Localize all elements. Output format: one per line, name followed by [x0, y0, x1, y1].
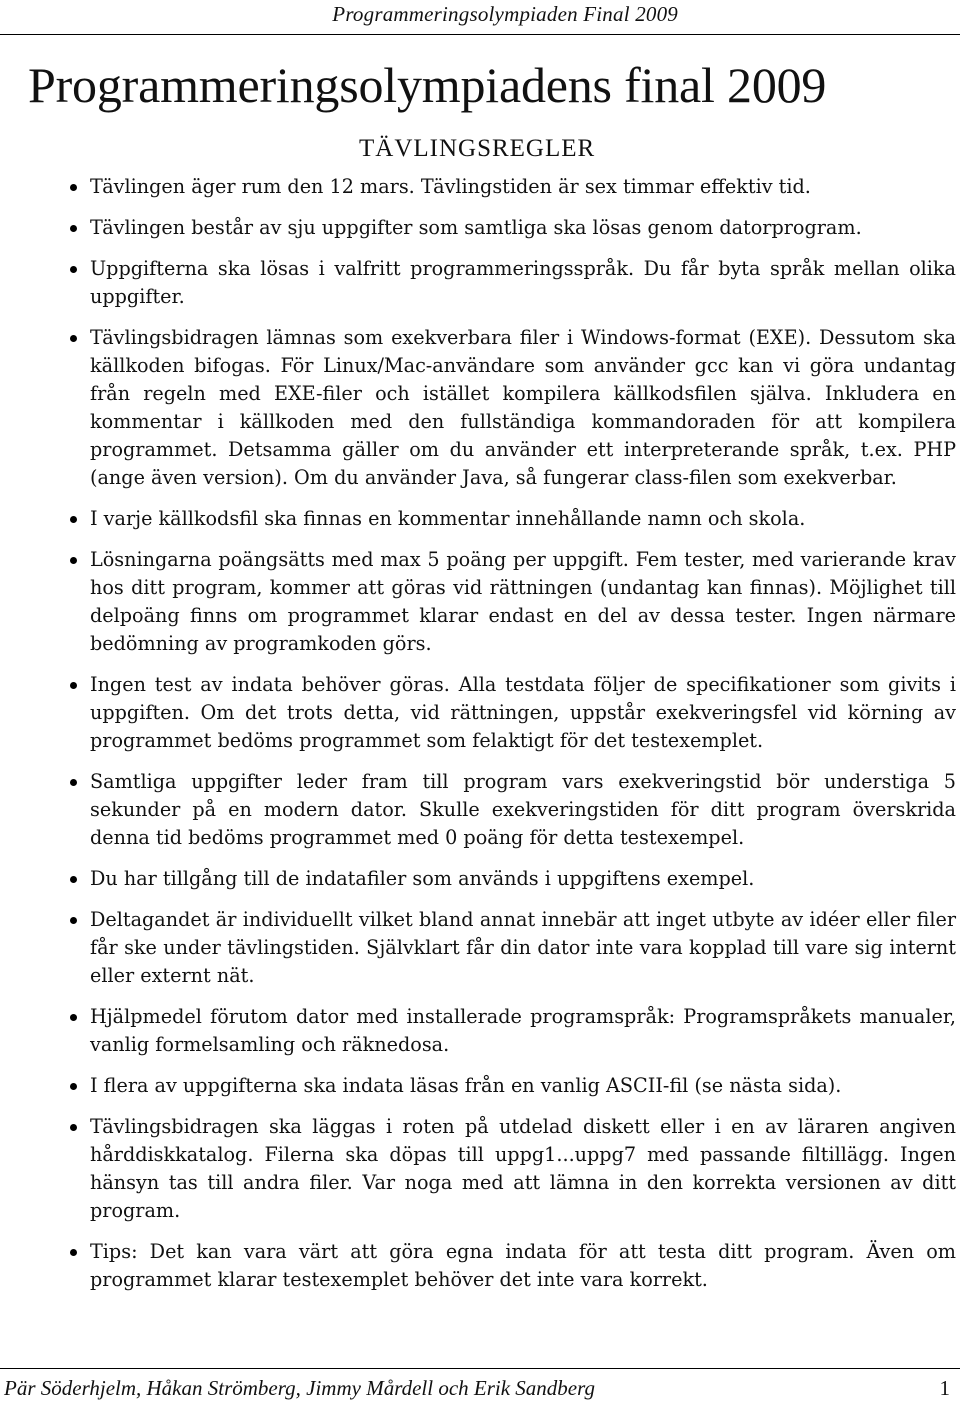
header-divider — [0, 34, 960, 35]
rule-item: Tävlingen består av sju uppgifter som samtliga ska lösas genom datorprogram. — [90, 214, 956, 242]
rule-item: Hjälpmedel förutom dator med installerade programspråk: Programspråkets manualer, vanlig formelsamling och räknedosa. — [90, 1003, 956, 1059]
rule-item: Lösningarna poängsätts med max 5 poäng per uppgift. Fem tester, med varierande krav hos ditt program, kommer att göras vid rättningen (undantag kan finnas). Möjlighet till delpoäng finns om programmet klarar endast en del av dessa tester. Ingen närmare bedömning av programkoden görs. — [90, 546, 956, 658]
rule-item: Deltagandet är individuellt vilket bland annat innebär att inget utbyte av idéer eller filer får ske under tävlingstiden. Självklart får din dator inte vara kopplad till vare sig internt eller externt nät. — [90, 906, 956, 990]
rule-item: Uppgifterna ska lösas i valfritt programmeringsspråk. Du får byta språk mellan olika uppgifter. — [90, 255, 956, 311]
rule-item: Tävlingsbidragen ska läggas i roten på utdelad diskett eller i en av läraren angiven hårddiskkatalog. Filerna ska döpas till uppg1...uppg7 med passande filtillägg. Ingen hänsyn tas till andra filer. Var noga med att lämna in den korrekta versionen av ditt program. — [90, 1113, 956, 1225]
page-number: 1 — [939, 1376, 950, 1400]
section-subtitle: TÄVLINGSREGLER — [359, 135, 596, 162]
rule-item: Tävlingen äger rum den 12 mars. Tävlingstiden är sex timmar effektiv tid. — [90, 173, 956, 201]
rule-item: Samtliga uppgifter leder fram till program vars exekveringstid bör understiga 5 sekunder på en modern dator. Skulle exekveringstiden för ditt program överskrida denna tid bedöms programmet med 0 poäng för detta testexempel. — [90, 768, 956, 852]
footer-divider — [0, 1368, 960, 1369]
rule-item: Ingen test av indata behöver göras. Alla testdata följer de specifikationer som givits i uppgiften. Om det trots detta, vid rättningen, uppstår exekveringsfel vid körning av programmet bedöms programmet som felaktigt för det testexemplet. — [90, 671, 956, 755]
rules-list — [90, 173, 956, 1307]
rule-item: I varje källkodsfil ska finnas en kommentar innehållande namn och skola. — [90, 505, 956, 533]
rule-item: I flera av uppgifterna ska indata läsas från en vanlig ASCII-fil (se nästa sida). — [90, 1072, 956, 1100]
rule-item: Du har tillgång till de indatafiler som används i uppgiftens exempel. — [90, 865, 956, 893]
page-title: Programmeringsolympiadens final 2009 — [28, 57, 827, 113]
running-header: Programmeringsolympiaden Final 2009 — [332, 2, 678, 26]
rule-item: Tävlingsbidragen lämnas som exekverbara filer i Windows-format (EXE). Dessutom ska källkoden bifogas. För Linux/Mac-användare som använder gcc kan vi göra undantag från regeln med EXE-filer och istället kompilera källkodsfilen själva. Inkludera en kommentar i källkoden med den fullständiga kommandoraden för att kompilera programmet. Detsamma gäller om du använder ett interpreterande språk, t.ex. PHP (ange även version). Om du använder Java, så fungerar class-filen som exekverbar. — [90, 324, 956, 492]
footer-authors: Pär Söderhjelm, Håkan Strömberg, Jimmy Mårdell och Erik Sandberg — [4, 1376, 596, 1400]
rule-item: Tips: Det kan vara värt att göra egna indata för att testa ditt program. Även om programmet klarar testexemplet behöver det inte vara korrekt. — [90, 1238, 956, 1294]
